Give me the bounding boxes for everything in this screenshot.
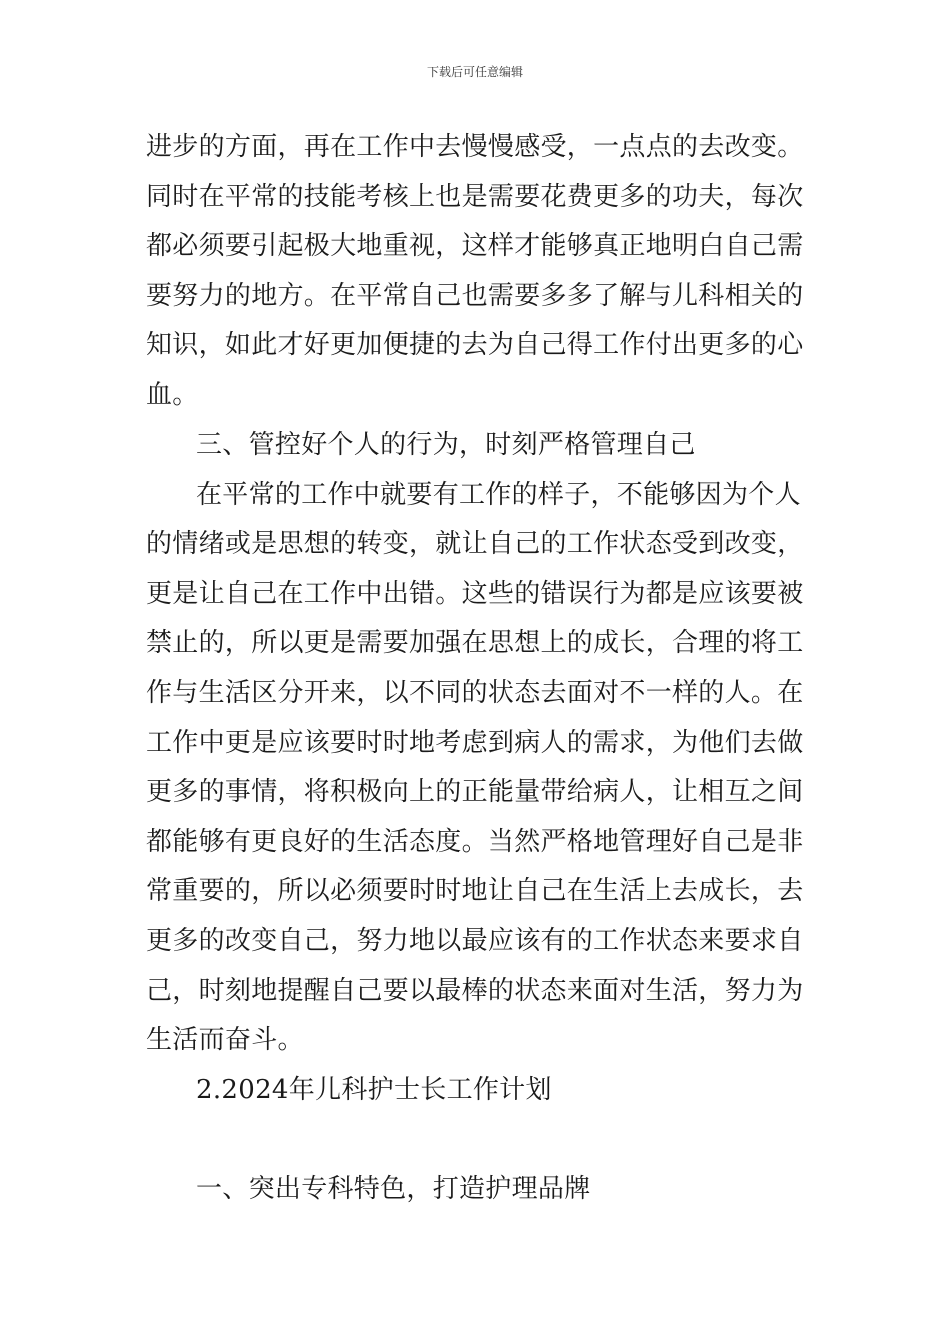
text-line: 工作中更是应该要时时地考虑到病人的需求，为他们去做: [146, 728, 804, 758]
text-line: 知识，如此才好更加便捷的去为自己得工作付出更多的心: [146, 330, 804, 360]
text-line: 更多的事情，将积极向上的正能量带给病人，让相互之间: [146, 777, 804, 807]
text-line: 血。: [146, 380, 199, 410]
section-heading: 三、管控好个人的行为，时刻严格管理自己: [196, 430, 696, 460]
text-line: 常重要的，所以必须要时时地让自己在生活上去成长，去: [146, 876, 804, 906]
section-heading: 一、突出专科特色，打造护理品牌: [196, 1174, 591, 1204]
text-line: 作与生活区分开来，以不同的状态去面对不一样的人。在: [146, 678, 804, 708]
text-line: 禁止的，所以更是需要加强在思想上的成长，合理的将工: [146, 628, 804, 658]
text-line: 生活而奋斗。: [146, 1025, 304, 1055]
document-title: 2.2024年儿科护士长工作计划: [196, 1075, 552, 1105]
text-line: 己，时刻地提醒自己要以最棒的状态来面对生活，努力为: [146, 976, 804, 1006]
text-line: 要努力的地方。在平常自己也需要多多了解与儿科相关的: [146, 281, 804, 311]
text-line: 进步的方面，再在工作中去慢慢感受，一点点的去改变。: [146, 132, 804, 162]
text-line: 的情绪或是思想的转变，就让自己的工作状态受到改变，: [146, 529, 804, 559]
text-line: 更多的改变自己，努力地以最应该有的工作状态来要求自: [146, 926, 804, 956]
page-header-note: 下载后可任意编辑: [426, 65, 523, 79]
text-line: 都必须要引起极大地重视，这样才能够真正地明白自己需: [146, 231, 804, 261]
text-line: 都能够有更良好的生活态度。当然严格地管理好自己是非: [146, 827, 804, 857]
text-line: 更是让自己在工作中出错。这些的错误行为都是应该要被: [146, 579, 804, 609]
text-line: 在平常的工作中就要有工作的样子，不能够因为个人: [196, 480, 801, 510]
text-line: 同时在平常的技能考核上也是需要花费更多的功夫，每次: [146, 182, 804, 212]
